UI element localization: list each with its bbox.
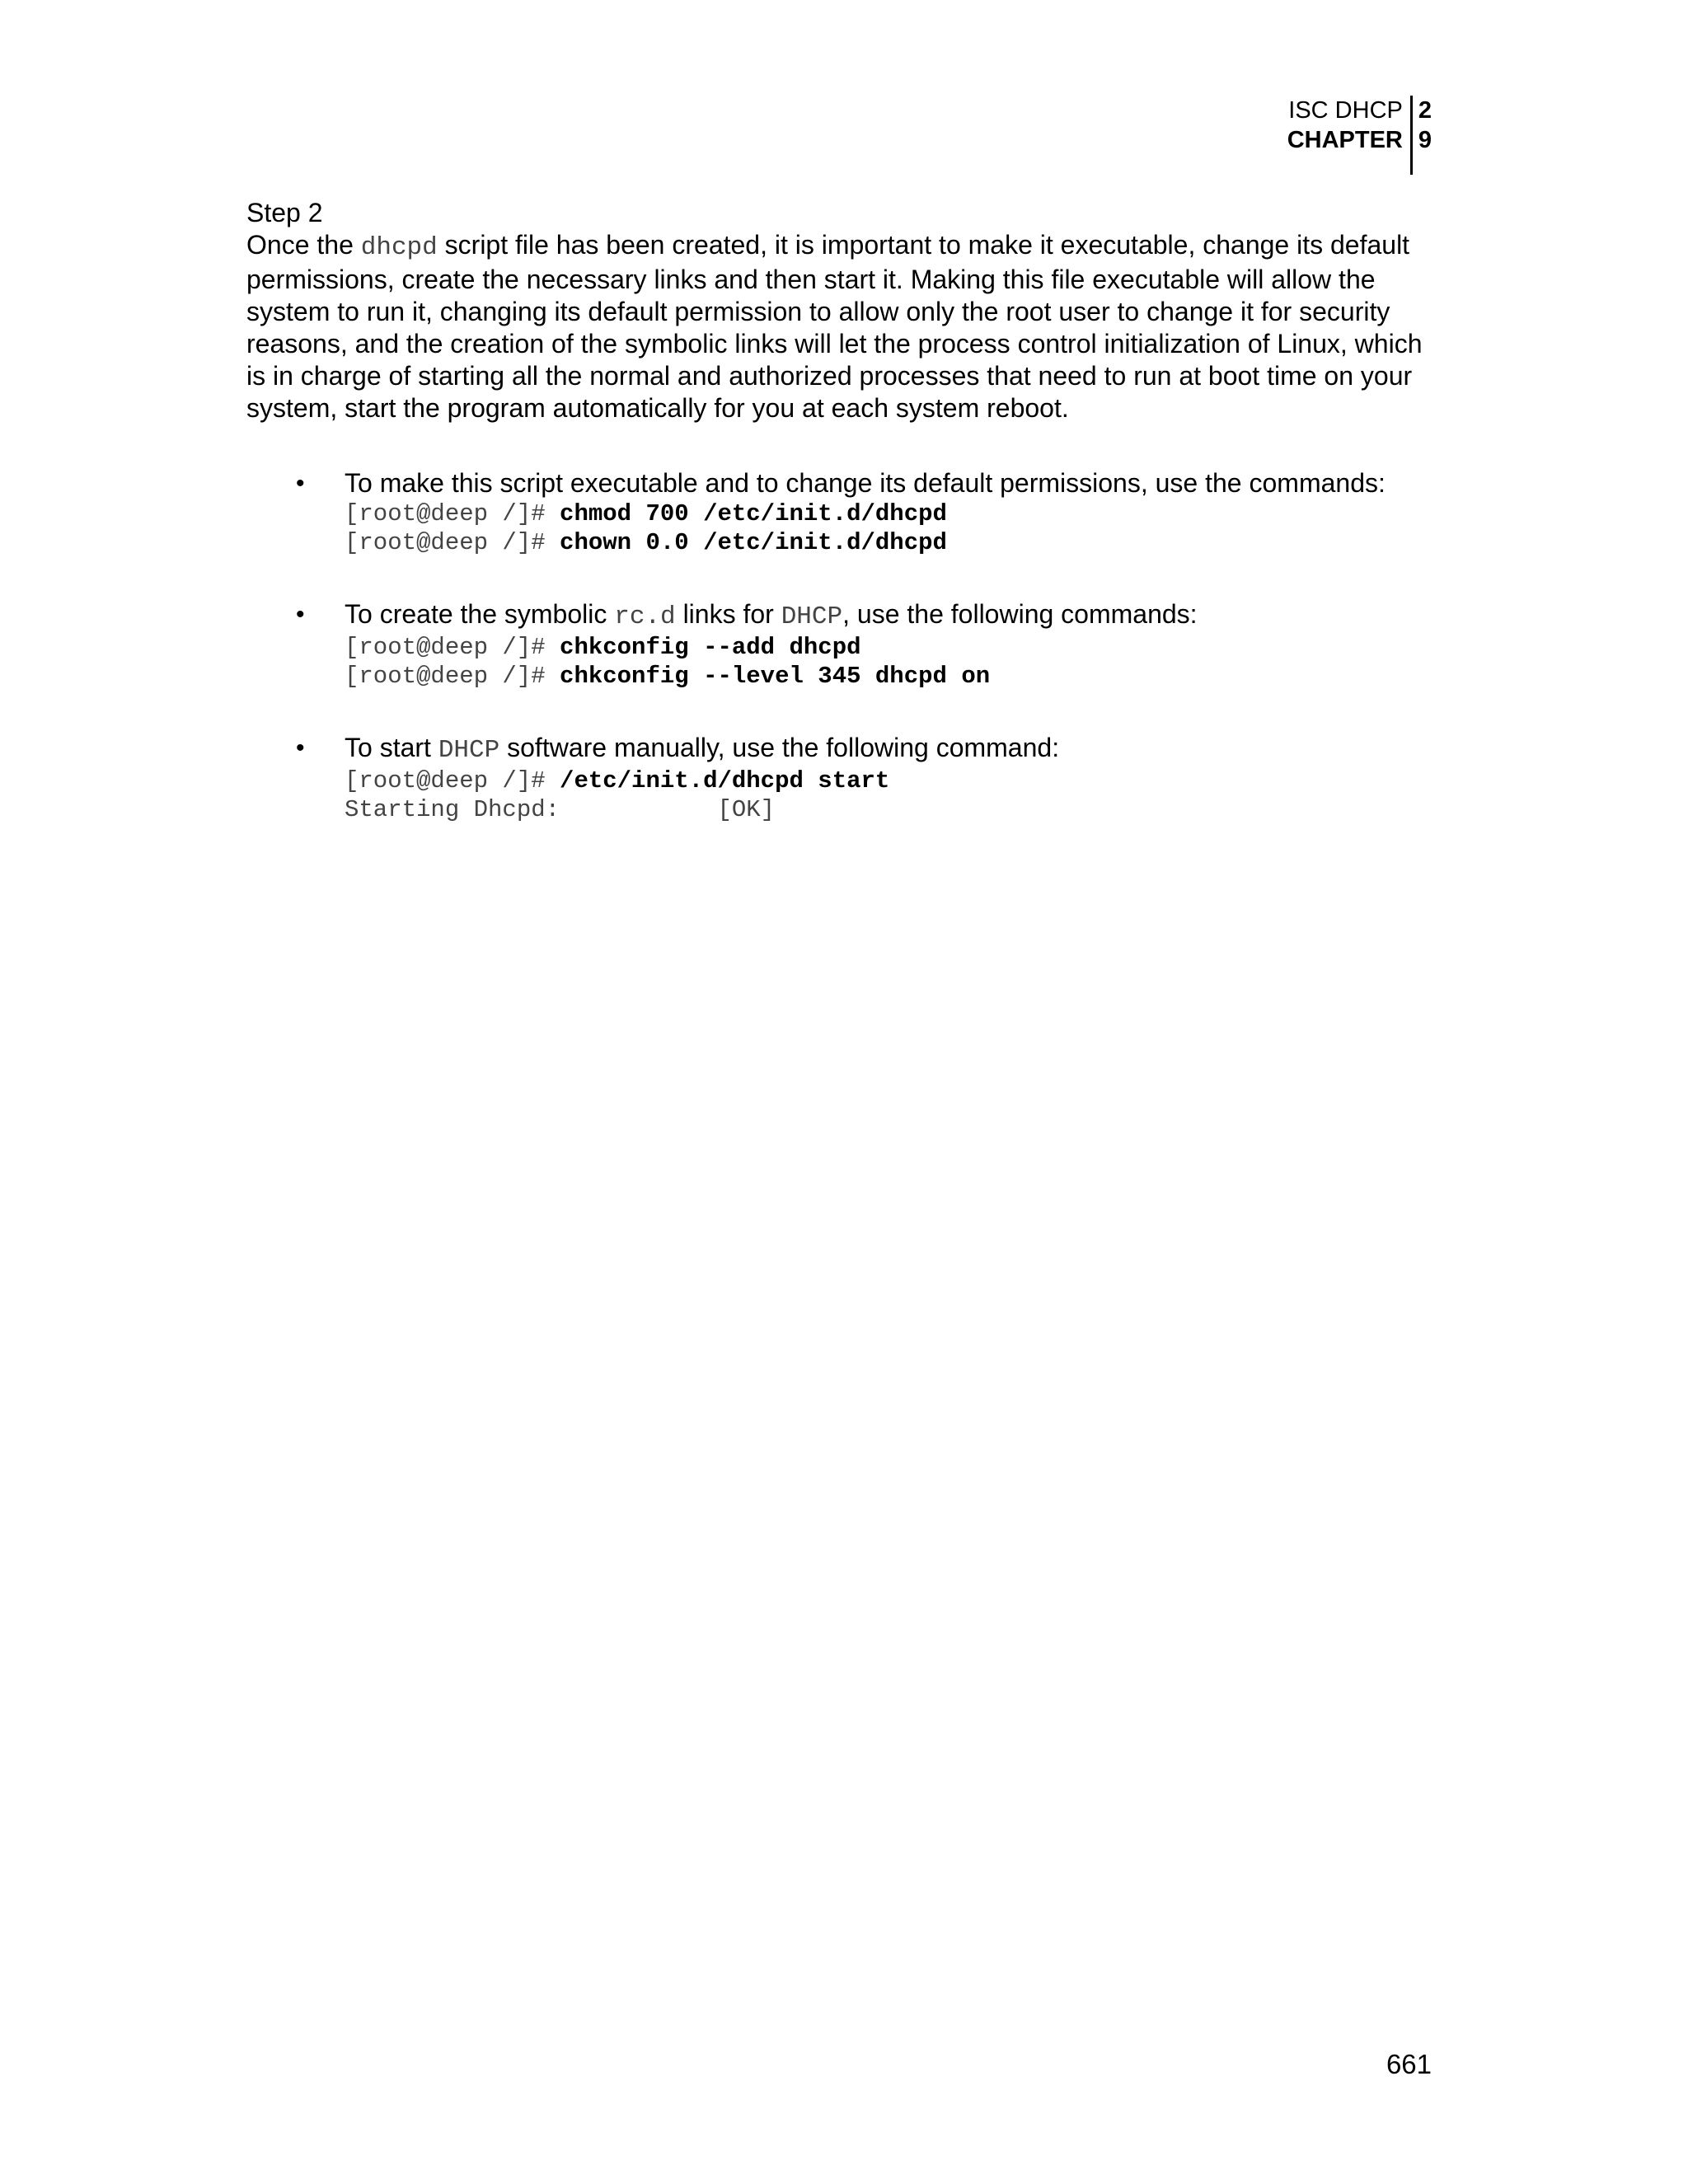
- chapter-digit-1: 2: [1418, 97, 1432, 124]
- bullet-text-part: To start: [345, 733, 438, 762]
- chapter-label: CHAPTER: [1287, 127, 1403, 153]
- shell-prompt: [root@deep /]#: [345, 663, 560, 690]
- chapter-number: [1413, 96, 1432, 155]
- shell-prompt: [root@deep /]#: [345, 634, 560, 661]
- list-item: [246, 467, 1433, 557]
- intro-code: dhcpd: [360, 233, 438, 262]
- shell-command: /etc/init.d/dhcpd start: [560, 767, 890, 794]
- code-line: [345, 528, 1433, 557]
- bullet-icon: •: [296, 734, 305, 762]
- bullet-text-part: links for: [675, 599, 781, 629]
- shell-command: chkconfig --add dhcpd: [560, 634, 861, 661]
- code-line: [345, 633, 1433, 662]
- code-line: [345, 766, 1433, 795]
- shell-prompt: [root@deep /]#: [345, 767, 560, 794]
- shell-prompt: [root@deep /]#: [345, 529, 560, 556]
- book-title: ISC DHCP: [1288, 97, 1403, 124]
- command-output: Starting Dhcpd: [OK]: [345, 796, 776, 823]
- code-line: [345, 662, 1433, 691]
- running-header-left: [1287, 96, 1413, 175]
- page-number: 661: [1386, 2049, 1432, 2079]
- bullet-text-part: , use the following commands:: [842, 599, 1198, 629]
- command-list: [246, 467, 1433, 824]
- bullet-text: [345, 732, 1433, 766]
- step-label: Step 2: [246, 198, 323, 227]
- running-header: [1287, 96, 1432, 175]
- chapter-digit-2: 9: [1418, 127, 1432, 153]
- shell-command: chmod 700 /etc/init.d/dhcpd: [560, 500, 947, 527]
- code-line: [345, 499, 1433, 528]
- list-item: [246, 598, 1433, 691]
- bullet-icon: •: [296, 470, 305, 497]
- inline-code: DHCP: [781, 602, 843, 631]
- shell-command: chkconfig --level 345 dhcpd on: [560, 663, 991, 690]
- intro-text-after: script file has been created, it is important to make it executable, change its default permissions, create the necessary links and then start it. Making this file executable will allow the system to run it, changing its default permission to allow only the root user to change it for security reasons, and the creation of the symbolic links will let the process control initialization of Linux, which is in charge of starting all the normal and authorized processes that need to run at boot time on your system, start the program automatically for you at each system reboot.: [246, 230, 1423, 423]
- shell-prompt: [root@deep /]#: [345, 500, 560, 527]
- shell-command: chown 0.0 /etc/init.d/dhcpd: [560, 529, 947, 556]
- bullet-text-part: software manually, use the following command:: [499, 733, 1060, 762]
- bullet-icon: •: [296, 601, 305, 628]
- page-content: [246, 197, 1433, 865]
- bullet-text: To make this script executable and to change its default permissions, use the commands:: [345, 468, 1386, 498]
- inline-code: DHCP: [438, 736, 500, 765]
- intro-text-before: Once the: [246, 230, 361, 260]
- inline-code: rc.d: [614, 602, 676, 631]
- intro-paragraph: [246, 229, 1433, 424]
- bullet-text: [345, 598, 1433, 633]
- list-item: [246, 732, 1433, 824]
- bullet-text-part: To create the symbolic: [345, 599, 615, 629]
